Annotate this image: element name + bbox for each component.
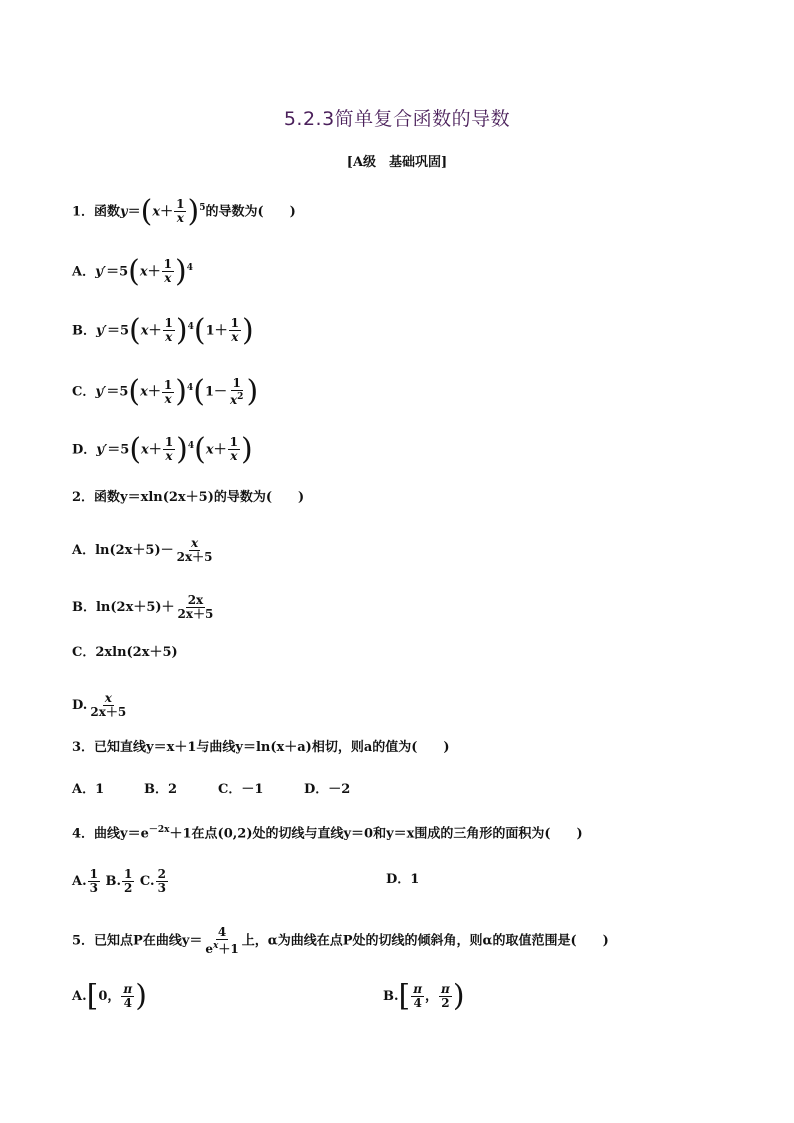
q4-option-b [122,868,134,895]
x: x [205,442,214,458]
eq5: ＝5 [107,442,130,458]
frac-num: 4 [217,925,227,939]
paren-right: ) [175,374,187,409]
frac-den: 4 [413,996,422,1010]
q1-option-c [72,374,259,409]
frac-den: x [164,391,172,406]
q1-exponent: 5 [199,203,206,213]
q1-x: x [152,204,161,220]
square: 2 [237,392,244,402]
pi-over-2 [439,983,452,1010]
q3-option-d: D．－2 [304,782,351,797]
frac-den: 2x＋5 [90,705,127,719]
frac-num: π [123,982,133,996]
fraction-1-over-x [163,317,175,344]
bracket-left: [ [398,978,411,1014]
q1-y: y [120,204,128,220]
x: x [140,323,149,339]
q3-option-b: B．2 [144,782,178,797]
q3-option-c: C．－1 [218,782,264,797]
q3-option-a: A．1 [72,782,105,797]
frac-den: 2 [441,996,450,1010]
frac-den: x [165,449,173,464]
frac-den: 2x＋5 [177,607,214,621]
frac-den [203,940,240,956]
frac-num: 1 [176,197,185,212]
q4-prefix: 4．曲线y＝e [72,826,149,842]
eq5: ＝5 [106,323,130,339]
one: 1 [204,384,214,400]
paren-right: ) [175,312,188,348]
fraction-1-over-x [229,317,241,344]
q4-option-c-label: C. [139,874,155,889]
paren-right: ) [135,978,147,1014]
paren-left: ( [129,312,141,348]
frac-num: 1 [163,257,172,272]
pi-over-4 [121,983,134,1010]
frac-num: 1 [164,316,173,331]
fraction [176,594,216,621]
q4-option-b-label: B. [105,874,122,889]
frac-den: x [165,330,173,345]
frac-num: x [190,536,199,550]
option-label: D． [72,442,97,458]
q4-option-a-label: A. [72,874,87,889]
q4-exponent: －2x [148,825,170,835]
q2-option-d [72,692,129,719]
paren-left: ( [194,431,206,467]
q1-prefix: 1．函数 [72,204,121,220]
pi-over-4 [411,983,424,1010]
frac-den: 4 [123,996,132,1010]
paren-left: ( [193,312,206,348]
question-4-stem [72,820,583,844]
paren-left: ( [140,193,153,229]
option-label: B. [383,989,399,1004]
option-text: B．ln(2x＋5)＋ [72,600,175,615]
plus: ＋ [213,442,227,458]
fraction-1-over-x [163,436,175,463]
plus: ＋ [214,323,228,339]
paren-right: ) [174,253,187,289]
x: x [140,384,148,400]
paren-right: ) [242,312,254,348]
paren-right: ) [176,431,188,467]
y-prime: y′ [96,442,108,458]
exponent: 4 [187,441,195,451]
frac-den: 3 [89,881,98,895]
frac-num: 1 [232,376,241,390]
option-label: B． [72,323,96,339]
y-prime: y′ [95,264,107,280]
fraction-1-over-x [162,379,174,406]
q1-option-b [72,312,254,348]
x: x [141,442,149,458]
x: x [139,264,148,280]
q4-option-d: D．1 [386,872,420,887]
paren-right: ) [246,374,259,409]
q2-option-b [72,594,216,621]
option-label: A. [72,989,87,1004]
paren-left: ( [128,253,140,289]
exponent: 4 [186,263,193,273]
paren-right: ) [187,193,200,229]
fraction-1-over-x2 [228,377,245,407]
one: 1 [205,323,215,339]
page-title: 5.2.3简单复合函数的导数 [283,108,511,130]
frac-den: x [231,330,239,345]
frac-num: 2 [157,867,166,881]
option-label: D. [72,698,88,713]
q4-suffix: ＋1在点(0,2)处的切线与直线y＝0和y＝x围成的三角形的面积为( ) [169,826,583,842]
plus: ＋ [148,442,162,458]
e: e [205,942,214,956]
q5-prefix: 5．已知点P在曲线y＝ [72,933,203,949]
question-1-stem [72,193,296,229]
plus: ＋ [148,323,162,339]
paren-left: ( [128,374,141,409]
frac-num: 2x [187,593,204,607]
q5-option-a [72,978,147,1014]
frac-den: 2 [124,881,133,895]
fraction-1-over-x [228,436,240,463]
frac-den: x [164,271,172,286]
paren-left: ( [193,374,205,409]
plus-one: ＋1 [218,942,239,956]
paren-right: ) [241,431,253,467]
frac-num: x [104,691,112,705]
q2-option-c: C．2xln(2x＋5) [72,645,178,660]
fraction [175,537,215,564]
eq5: ＝5 [106,264,129,280]
q5-option-b [383,978,465,1014]
exponent: 4 [187,322,194,332]
q1-option-a [72,253,193,289]
frac-num: 1 [164,435,174,450]
q1-suffix: 的导数为( ) [205,204,296,220]
frac-num: π [441,982,450,996]
frac-den [228,391,245,407]
bracket-left: [ [86,978,99,1014]
paren-left: ( [129,431,142,467]
frac-num: 1 [124,867,133,881]
q1-eq: ＝ [127,204,141,220]
q4-option-c [156,868,168,895]
frac-num: 1 [89,867,98,881]
q1-plus: ＋ [160,204,174,220]
exponent: x [213,941,219,951]
eq5: ＝5 [106,384,129,400]
fraction [88,692,128,719]
q4-option-a [88,868,100,895]
plus: ＋ [147,384,161,400]
y-prime: y′ [96,323,107,339]
fraction-1-over-x [174,198,186,225]
frac-num: 1 [229,435,239,450]
y-prime: y′ [95,384,107,400]
plus: ＋ [147,264,161,280]
x: x [230,393,238,407]
frac-den: 3 [157,881,166,895]
frac-num: π [413,982,423,996]
q3-options [72,780,350,800]
option-text: A．ln(2x＋5)－ [72,543,174,558]
paren-right: ) [452,978,465,1014]
q2-option-a [72,537,215,564]
question-3-stem: 3．已知直线y＝x＋1与曲线y＝ln(x＋a)相切，则a的值为( ) [72,740,450,755]
q1-option-d [72,431,253,467]
comma: ， [425,989,439,1004]
frac-num: 1 [230,316,240,331]
question-5-stem [72,926,609,956]
fraction-1-over-x [162,258,174,285]
option-label: A． [72,264,96,280]
frac-den: 2x＋5 [176,550,213,564]
minus: － [214,384,228,400]
question-2-stem: 2．函数y＝xln(2x＋5)的导数为( ) [72,490,305,505]
q5-fraction [203,926,240,956]
frac-den: x [176,211,184,226]
q4-options [72,868,169,895]
option-label: C． [72,384,96,400]
frac-den: x [230,449,238,464]
q5-suffix: 上，α为曲线在点P处的切线的倾斜角，则α的取值范围是( ) [241,933,609,949]
frac-num: 1 [163,377,173,392]
section-level: [A级 基础巩固] [346,155,448,170]
exponent: 4 [186,383,194,394]
zero: 0， [98,989,121,1004]
